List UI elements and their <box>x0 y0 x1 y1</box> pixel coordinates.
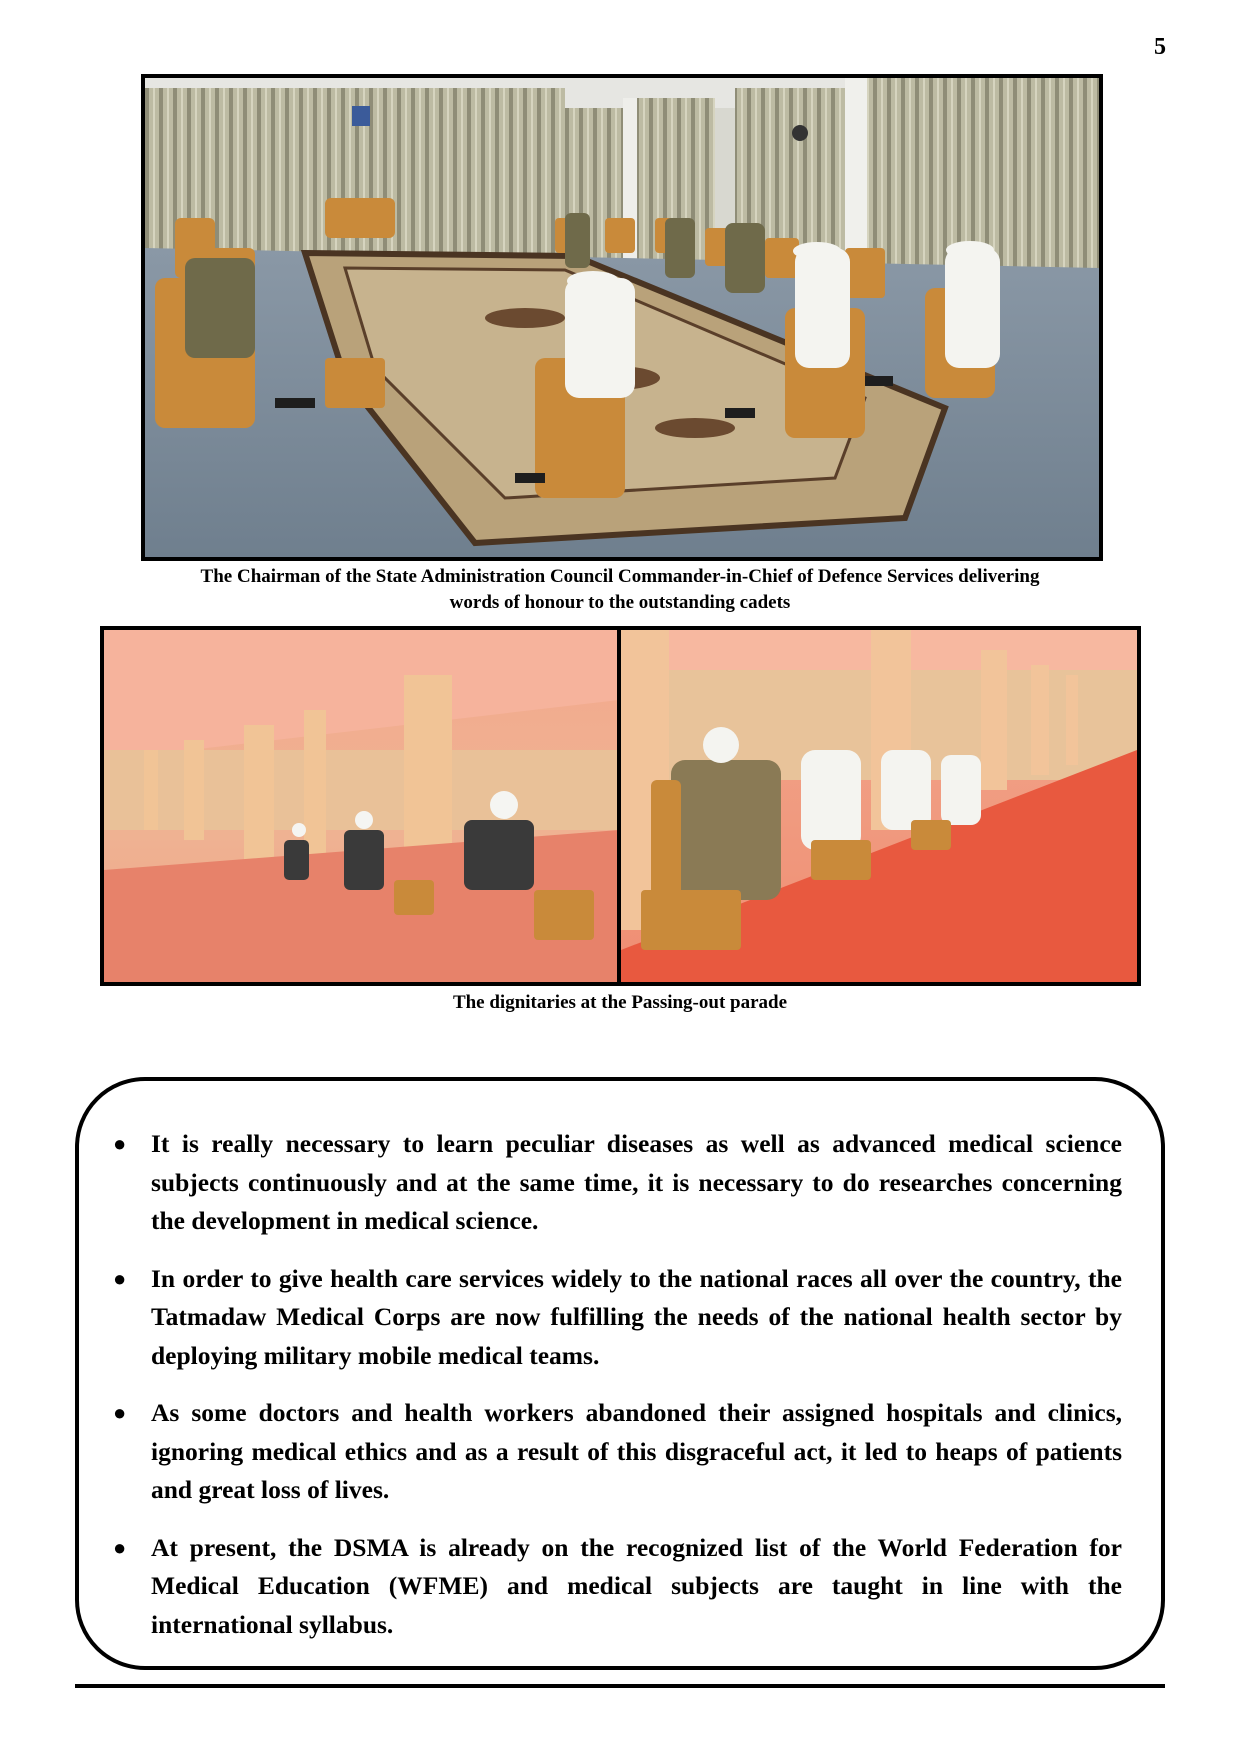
page-number: 5 <box>1154 34 1166 60</box>
key-point-text: It is really necessary to learn peculiar diseases as well as advanced medical science subjects continuously and at the same time, it is necessary to do researches concerning the development in medical science. <box>151 1129 1122 1235</box>
bullet-icon: ● <box>113 1400 127 1425</box>
bottom-photo-caption: The dignitaries at the Passing-out parade <box>452 992 788 1013</box>
parade-photo-left <box>100 626 623 986</box>
key-point-item <box>109 1394 1122 1510</box>
bullet-icon: ● <box>113 1131 127 1156</box>
parade-photo-right <box>617 626 1141 986</box>
top-photo-caption-line-2: words of honour to the outstanding cadets <box>449 592 791 613</box>
bullet-icon: ● <box>113 1534 127 1560</box>
key-point-item <box>109 1125 1122 1241</box>
key-point-item <box>109 1260 1122 1376</box>
meeting-hall-photo <box>141 74 1103 561</box>
bullet-icon: ● <box>113 1265 127 1291</box>
top-photo-caption <box>100 564 1140 616</box>
key-point-text: In order to give health care services widely to the national races all over the country, the Tatmadaw Medical Corps are now fulfilling the needs of the national health sector by deploying military mobile medical teams. <box>151 1263 1122 1370</box>
key-points-list <box>109 1125 1122 1663</box>
top-photo-caption-line-1: The Chairman of the State Administration Council Commander-in-Chief of Defence Services delivering <box>200 566 1040 587</box>
key-points-box <box>75 1077 1165 1670</box>
key-point-text: As some doctors and health workers abandoned their assigned hospitals and clinics, ignoring medical ethics and as a result of this disgraceful act, it led to heaps of patients and great loss of lives. <box>151 1398 1122 1504</box>
key-point-item <box>109 1529 1122 1645</box>
footer-divider <box>75 1684 1165 1688</box>
key-point-text: At present, the DSMA is already on the recognized list of the World Federation for Medical Education (WFME) and medical subjects are taught in line with the international syllabus. <box>151 1532 1122 1639</box>
